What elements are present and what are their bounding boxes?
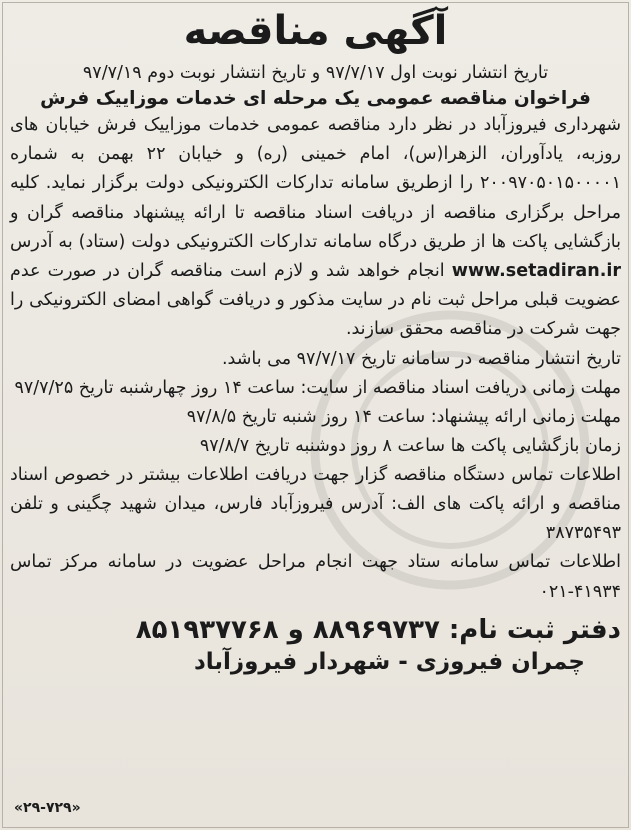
- publication-dates: تاریخ انتشار نوبت اول ۹۷/۷/۱۷ و تاریخ انتشار نوبت دوم ۹۷/۷/۱۹: [82, 63, 549, 83]
- opening-time: زمان بازگشایی پاکت ها ساعت ۸ روز دوشنبه تاریخ ۹۷/۸/۷: [199, 435, 621, 456]
- setad-website-link[interactable]: www.setadiran.ir: [451, 261, 621, 282]
- notice-title: آگهی مناقصه: [183, 8, 448, 54]
- mayor-signature: چمران فیروزی - شهردار فیروزآباد: [193, 648, 585, 675]
- tender-subtitle: فراخوان مناقصه عمومی یک مرحله ای خدمات موزاییک فرش: [40, 88, 591, 109]
- registration-phones: دفتر ثبت نام: ۸۸۹۶۹۷۳۷ و ۸۵۱۹۳۷۷۶۸: [135, 614, 621, 645]
- description-text-cont: انجام خواهد شد و لازم است مناقصه گران در صورت عدم عضویت قبلی مراحل ثبت نام در سایت مذکور و دریافت گواهی امضای الکترونیکی را جهت شرکت در مناقصه محقق سازند.: [10, 261, 621, 340]
- setad-contact-info: اطلاعات تماس سامانه ستاد جهت انجام مراحل عضویت در سامانه مرکز تماس ۴۱۹۳۴-۰۲۱: [10, 552, 621, 602]
- page-border: [2, 2, 629, 828]
- proposal-deadline: مهلت زمانی ارائه پیشنهاد: ساعت ۱۴ روز شنبه تاریخ ۹۷/۸/۵: [186, 406, 621, 427]
- contact-info: اطلاعات تماس دستگاه مناقصه گزار جهت دریافت اطلاعات بیشتر در خصوص اسناد مناقصه و ارائه پاکت های الف: آدرس فیروزآباد فارس، میدان شهید چگینی و تلفن ۳۸۷۳۵۴۹۳: [10, 464, 621, 544]
- documents-deadline: مهلت زمانی دریافت اسناد مناقصه از سایت: ساعت ۱۴ روز چهارشنبه تاریخ ۹۷/۷/۲۵: [14, 377, 621, 398]
- ad-code: «۲۹-۷۲۹»: [14, 800, 81, 816]
- publish-date-line: تاریخ انتشار مناقصه در سامانه تاریخ ۹۷/۷/۱۷ می باشد.: [221, 348, 621, 369]
- description-text: شهرداری فیروزآباد در نظر دارد مناقصه عمومی خدمات موزاییک فرش خیابان های روزبه، یادآوران، الزهرا(س)، امام خمینی (ره) و خیابان ۲۲ بهمن به شماره ۲۰۰۹۷۰۵۰۱۵۰۰۰۰۱ را ازطریق سامانه تدارکات الکترونیکی دولت برگزار نماید. کلیه مراحل برگزاری مناقصه از دریافت اسناد مناقصه تا ارائه پیشنهاد مناقصه گران و بازگشایی پاکت ها از طریق درگاه سامانه تدارکات الکترونیکی دولت (ستاد) به آدرس: [10, 115, 621, 252]
